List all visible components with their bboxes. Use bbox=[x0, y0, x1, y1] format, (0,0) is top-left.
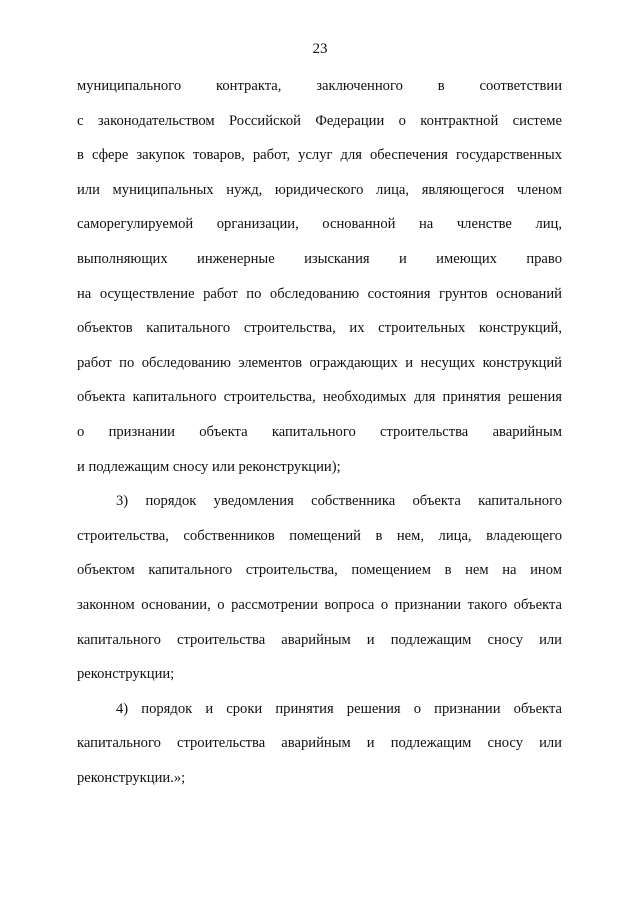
text-line: объектов капитального строительства, их строительных конструкций, bbox=[77, 320, 562, 337]
text-line: капитального строительства аварийным и подлежащим сносу или bbox=[77, 735, 562, 752]
text-line: саморегулируемой организации, основанной на членстве лиц, bbox=[77, 216, 562, 233]
text-line: объектом капитального строительства, помещением в нем на ином bbox=[77, 562, 562, 579]
text-line: с законодательством Российской Федерации о контрактной системе bbox=[77, 112, 562, 129]
paragraph-start-line: 4) порядок и сроки принятия решения о признании объекта bbox=[116, 700, 562, 717]
text-line: или муниципальных нужд, юридического лица, являющегося членом bbox=[77, 181, 562, 198]
text-line: реконструкции.»; bbox=[77, 769, 186, 786]
text-line: на осуществление работ по обследованию состояния грунтов оснований bbox=[77, 285, 562, 302]
text-line: муниципального контракта, заключенного в соответствии bbox=[77, 78, 562, 94]
text-line: капитального строительства аварийным и подлежащим сносу или bbox=[77, 631, 562, 648]
text-line: строительства, собственников помещений в нем, лица, владеющего bbox=[77, 527, 562, 544]
text-line: в сфере закупок товаров, работ, услуг для обеспечения государственных bbox=[77, 147, 562, 164]
text-line: объекта капитального строительства, необходимых для принятия решения bbox=[77, 389, 562, 406]
text-line: о признании объекта капитального строительства аварийным bbox=[77, 423, 562, 440]
paragraph-start-line: 3) порядок уведомления собственника объекта капитального bbox=[116, 493, 562, 510]
text-line: и подлежащим сносу или реконструкции); bbox=[77, 458, 341, 475]
page-number: 23 bbox=[312, 41, 328, 57]
text-line: работ по обследованию элементов ограждающих и несущих конструкций bbox=[77, 354, 562, 371]
text-line: законном основании, о рассмотрении вопроса о признании такого объекта bbox=[77, 596, 562, 613]
text-line: выполняющих инженерные изыскания и имеющих право bbox=[77, 250, 562, 267]
text-line: реконструкции; bbox=[77, 666, 175, 683]
document-body bbox=[77, 76, 562, 802]
